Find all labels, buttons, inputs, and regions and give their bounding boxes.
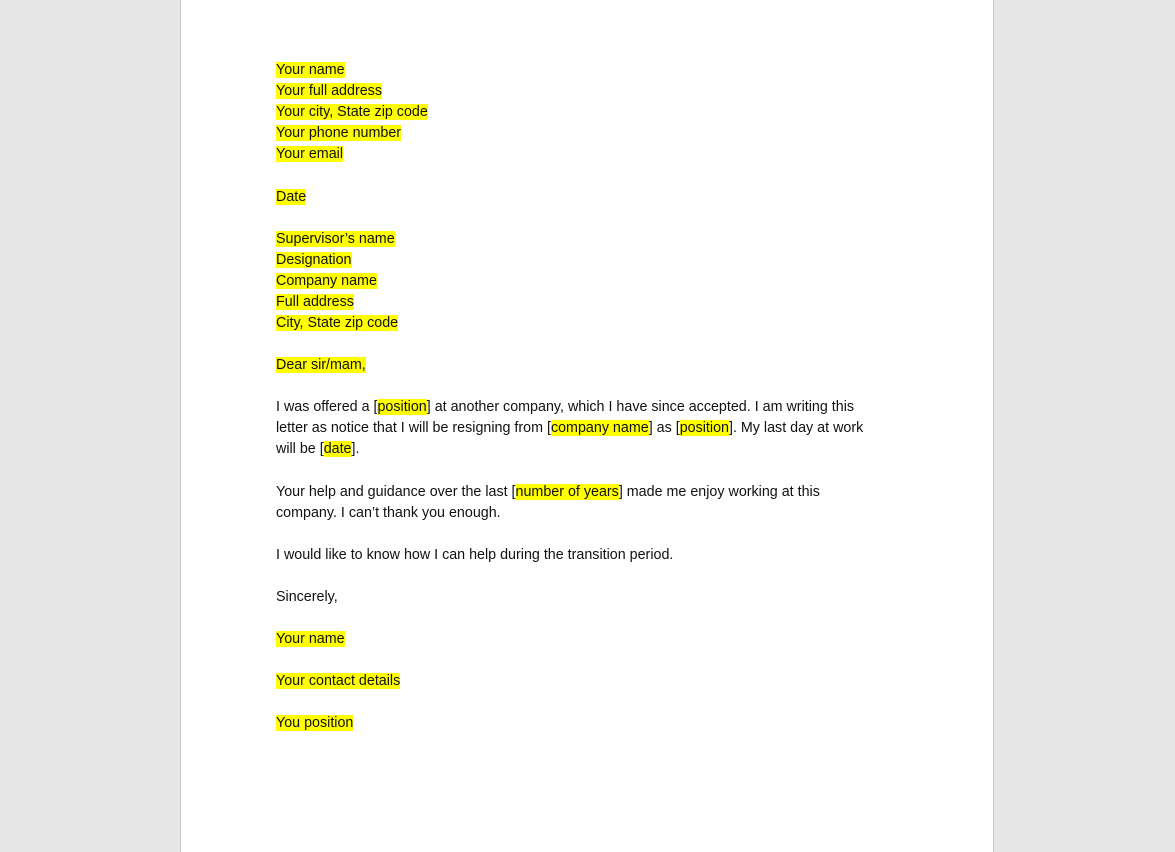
text-run: letter as notice that I will be resigning from [ xyxy=(276,420,551,436)
signature-contact: Your contact details xyxy=(276,673,401,689)
placeholder-position: position xyxy=(679,420,729,436)
sender-name: Your name xyxy=(276,62,345,78)
placeholder-number-of-years: number of years xyxy=(515,484,619,500)
sender-block xyxy=(276,60,901,165)
text-run: ]. My last day at work xyxy=(728,420,864,436)
signature-position: You position xyxy=(276,715,354,731)
placeholder-date: date xyxy=(323,441,352,457)
placeholder-position: position xyxy=(377,399,427,415)
designation: Designation xyxy=(276,252,352,268)
supervisor-name: Supervisor’s name xyxy=(276,231,395,247)
text-run: I was offered a [ xyxy=(276,399,378,415)
letter-body[interactable] xyxy=(276,60,901,734)
text-run: ] at another company, which I have since accepted. I am writing this xyxy=(426,399,855,415)
company-name: Company name xyxy=(276,273,377,289)
recipient-block xyxy=(276,229,901,334)
sender-city-state-zip: Your city, State zip code xyxy=(276,104,428,120)
recipient-city-state-zip: City, State zip code xyxy=(276,315,399,331)
text-run: company. I can’t thank you enough. xyxy=(276,505,501,521)
salutation: Dear sir/mam, xyxy=(276,357,366,373)
placeholder-company-name: company name xyxy=(550,420,649,436)
signature-name: Your name xyxy=(276,631,345,647)
sender-email: Your email xyxy=(276,146,344,162)
text-run: Your help and guidance over the last [ xyxy=(276,484,516,500)
letter-date: Date xyxy=(276,189,307,205)
recipient-address: Full address xyxy=(276,294,354,310)
paragraph-transition: I would like to know how I can help during the transition period. xyxy=(276,547,674,563)
paragraph-thanks xyxy=(276,482,901,524)
text-run: ]. xyxy=(351,441,360,457)
text-run: ] made me enjoy working at this xyxy=(618,484,820,500)
document-page xyxy=(180,0,994,852)
text-run: ] as [ xyxy=(648,420,680,436)
sender-address: Your full address xyxy=(276,83,382,99)
paragraph-offer xyxy=(276,397,901,460)
text-run: will be [ xyxy=(276,441,324,457)
closing: Sincerely, xyxy=(276,589,338,605)
sender-phone: Your phone number xyxy=(276,125,402,141)
